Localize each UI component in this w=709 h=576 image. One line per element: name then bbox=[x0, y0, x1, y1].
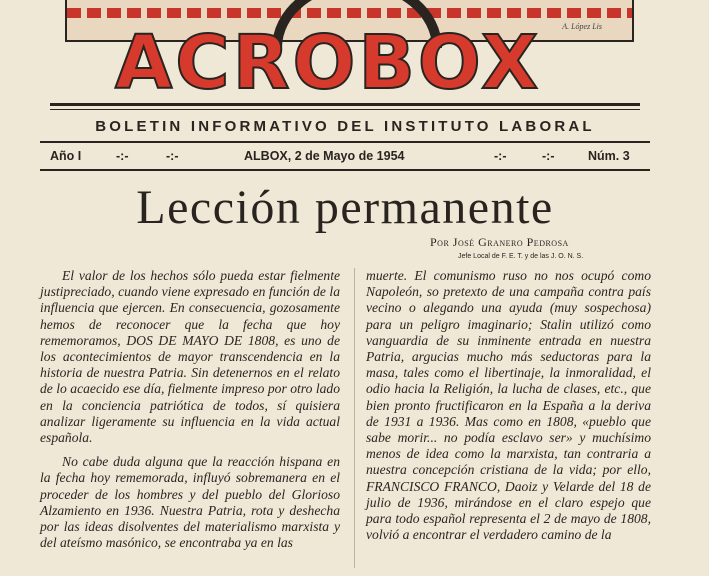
author-role: Jefe Local de F. E. T. y de las J. O. N. S. bbox=[458, 253, 584, 260]
article-paragraph: muerte. El comunismo ruso no nos ocupó como Napoleón, so pretexto de una campaña contra país vecino o alegando una ayuda (muy sospechosa) para un peligro imaginario; Stalin utilizó como vanguardia de su inminente entrada en nuestra Patria, argucias mucho más seductoras para la masa, tales como el libertinaje, la inmoralidad, el odio hacia la Religión, la lucha de clases, etc., que bien pronto fructificaron en la España a la deriva de 1931 a 1936. Mas como en 1808, «pueblo que sabe morir... no podía esclavo ser» y muchísimo menos de idea como la marxista, tan contraria a nuestra concepción cristiana de la vida; por ello, FRANCISCO FRANCO, Daoiz y Velarde del 18 de julio de 1936, mirándose en el claro espejo que para todo español representa el 2 de mayo de 1808, volvió a encontrar el verdadero camino de la bbox=[366, 268, 651, 543]
article-column-1 bbox=[40, 268, 340, 559]
masthead bbox=[45, 0, 645, 106]
dateline-separator: -:- bbox=[166, 149, 179, 163]
dateline-separator: -:- bbox=[494, 149, 507, 163]
logo-text: ACROBOX bbox=[115, 20, 542, 106]
dateline-separator: -:- bbox=[116, 149, 129, 163]
article-column-2 bbox=[366, 268, 651, 551]
masthead-rule-top-thin bbox=[50, 109, 640, 110]
issue-year: Año I bbox=[50, 149, 82, 163]
dateline-rule-top bbox=[40, 141, 650, 143]
dateline-separator: -:- bbox=[542, 149, 555, 163]
issue-date: ALBOX, 2 de Mayo de 1954 bbox=[244, 149, 405, 163]
dateline-rule-bottom bbox=[40, 169, 650, 171]
bulletin-subtitle: BOLETIN INFORMATIVO DEL INSTITUTO LABORAL bbox=[95, 118, 595, 135]
artist-signature: A. López Lis bbox=[562, 22, 602, 31]
issue-number: Núm. 3 bbox=[588, 149, 630, 163]
article-paragraph: El valor de los hechos sólo pueda estar fielmente justipreciado, cuando viene expresado en función de la influencia que ejercen. En consecuencia, gozosamente hemos de reconocer que la fecha que hoy rememoramos, DOS DE MAYO DE 1808, es uno de los acontecimientos de mayor transcendencia en la historia de nuestra Patria. Sin detenernos en el relato de lo acaecido ese día, fielmente impreso por otro lado en la conciencia patriótica de todos, sí quisiera analizar ligeramente su influencia en la vida actual española. bbox=[40, 268, 340, 446]
article-paragraph: No cabe duda alguna que la reacción hispana en la fecha hoy rememorada, influyó sobremanera en el proceder de los hombres y del pueblo del Glorioso Alzamiento en 1936. Nuestra Patria, rota y deshecha por las ideas disolventes del materialismo marxista y del ateísmo masónico, se encontraba ya en las bbox=[40, 454, 340, 551]
dateline bbox=[48, 149, 643, 167]
masthead-rule-top bbox=[50, 103, 640, 106]
article-title: Lección permanente bbox=[136, 181, 554, 234]
article-byline: Por José Granero Pedrosa bbox=[430, 235, 569, 249]
column-divider bbox=[354, 268, 355, 568]
